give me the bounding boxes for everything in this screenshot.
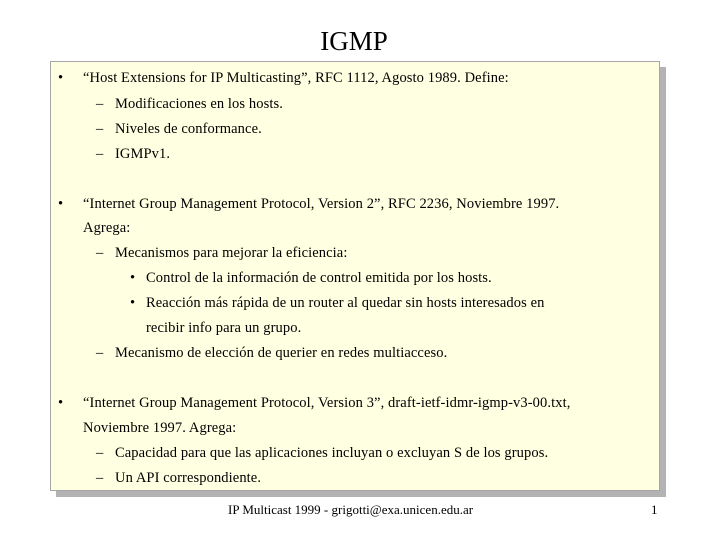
- item-3-text-line-1: “Internet Group Management Protocol, Version 3”, draft-ietf-idmr-igmp-v3-00.txt,: [83, 395, 571, 411]
- item-3-text-line-2: Noviembre 1997. Agrega:: [83, 420, 237, 436]
- bullet-1: •: [58, 70, 64, 86]
- item-2-sub-1: Mecanismos para mejorar la eficiencia:: [115, 245, 348, 261]
- item-2-sub-3-line-1: Reacción más rápida de un router al quedar sin hosts interesados en: [146, 295, 545, 311]
- bullet-2: •: [58, 196, 64, 212]
- item-1-sub-3-dash: –: [96, 146, 104, 162]
- item-2-sub-1-dash: –: [96, 245, 104, 261]
- bullet-3: •: [58, 395, 64, 411]
- page-number: 1: [651, 502, 658, 517]
- item-1-sub-1-dash: –: [96, 96, 104, 112]
- item-3-sub-2-dash: –: [96, 470, 104, 486]
- slide-title: IGMP: [320, 26, 388, 56]
- item-3-sub-1-dash: –: [96, 445, 104, 461]
- item-2-sub-4-dash: –: [96, 345, 104, 361]
- item-2-sub-2-dot: •: [130, 270, 136, 286]
- item-2-sub-3-line-2: recibir info para un grupo.: [146, 320, 302, 336]
- footer-text: IP Multicast 1999 - grigotti@exa.unicen.edu.ar: [228, 502, 474, 517]
- item-2-text-line-2: Agrega:: [83, 220, 131, 236]
- item-1-sub-2: Niveles de conformance.: [115, 121, 262, 137]
- item-3-sub-1: Capacidad para que las aplicaciones incluyan o excluyan S de los grupos.: [115, 445, 549, 461]
- item-1-sub-2-dash: –: [96, 121, 104, 137]
- item-1-sub-3: IGMPv1.: [115, 146, 171, 162]
- item-3-sub-2: Un API correspondiente.: [115, 470, 262, 486]
- item-2-sub-3-dot: •: [130, 295, 136, 311]
- item-2-sub-4: Mecanismo de elección de querier en redes multiacceso.: [115, 345, 448, 361]
- item-2-text-line-1: “Internet Group Management Protocol, Version 2”, RFC 2236, Noviembre 1997.: [83, 196, 560, 212]
- item-1-text: “Host Extensions for IP Multicasting”, RFC 1112, Agosto 1989. Define:: [83, 70, 509, 86]
- item-1-sub-1: Modificaciones en los hosts.: [115, 96, 283, 112]
- item-2-sub-2: Control de la información de control emitida por los hosts.: [146, 270, 492, 286]
